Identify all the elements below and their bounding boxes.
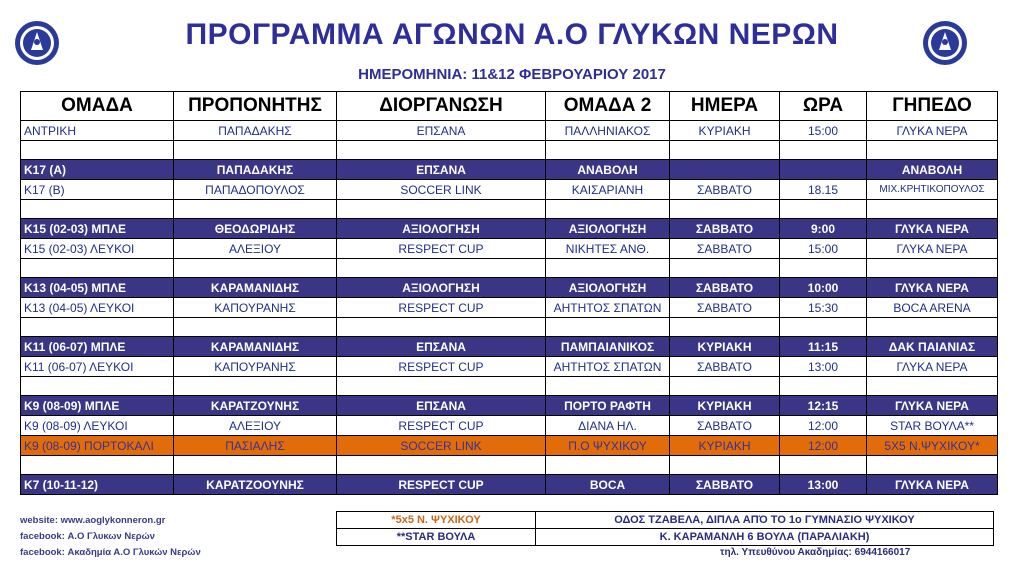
cell-organization: RESPECT CUP — [337, 357, 546, 377]
cell-organization — [337, 456, 546, 475]
cell-coach: ΑΛΕΞΙΟΥ — [174, 416, 337, 436]
cell-venue: ΓΛΥΚΑ ΝΕΡΑ — [867, 475, 998, 495]
cell-venue: BOCA ARENA — [867, 298, 998, 318]
page-title: ΠΡΟΓΡΑΜΜΑ ΑΓΩΝΩΝ Α.Ο ΓΛΥΚΩΝ ΝΕΡΩΝ — [185, 18, 839, 51]
cell-day: ΣΑΒΒΑΤΟ — [670, 475, 780, 495]
column-header-opponent: ΟΜΑΔΑ 2 — [546, 92, 670, 121]
cell-time: 11:15 — [780, 337, 867, 357]
spacer-row — [21, 141, 998, 160]
table-row — [21, 337, 998, 357]
venue-notes-table — [336, 511, 994, 546]
cell-coach: ΠΑΠΑΔΟΠΟΥΛΟΣ — [174, 180, 337, 200]
cell-time — [780, 141, 867, 160]
cell-team: Κ9 (08-09) ΜΠΛΕ — [21, 396, 174, 416]
cell-team: Κ13 (04-05) ΜΠΛΕ — [21, 278, 174, 298]
cell-coach — [174, 377, 337, 396]
cell-coach: ΚΑΡΑΤΖΟΥΝΗΣ — [174, 396, 337, 416]
cell-team: Κ9 (08-09) ΛΕΥΚΟΙ — [21, 416, 174, 436]
cell-team: Κ17 (Β) — [21, 180, 174, 200]
table-row — [21, 298, 998, 318]
table-row — [21, 121, 998, 141]
cell-time: 10:00 — [780, 278, 867, 298]
cell-time: 15:00 — [780, 239, 867, 259]
cell-day: ΚΥΡΙΑΚΗ — [670, 436, 780, 456]
cell-organization — [337, 141, 546, 160]
cell-organization: SOCCER LINK — [337, 180, 546, 200]
cell-coach: ΠΑΠΑΔΑΚΗΣ — [174, 121, 337, 141]
cell-team — [21, 456, 174, 475]
column-header-organization: ΔΙΟΡΓΑΝΩΣΗ — [337, 92, 546, 121]
table-row — [21, 239, 998, 259]
cell-opponent — [546, 456, 670, 475]
column-header-team: ΟΜΑΔΑ — [21, 92, 174, 121]
cell-opponent — [546, 377, 670, 396]
cell-venue — [867, 377, 998, 396]
cell-organization: ΕΠΣΑΝΑ — [337, 396, 546, 416]
venue-note-row — [337, 529, 994, 546]
cell-organization: ΕΠΣΑΝΑ — [337, 121, 546, 141]
cell-day — [670, 160, 780, 180]
cell-opponent: ΝΙΚΗΤΕΣ ΑΝΘ. — [546, 239, 670, 259]
cell-opponent: ΠΑΛΛΗΝΙΑΚΟΣ — [546, 121, 670, 141]
cell-opponent: ΑΞΙΟΛΟΓΗΣΗ — [546, 278, 670, 298]
cell-coach: ΚΑΠΟΥΡΑΝΗΣ — [174, 298, 337, 318]
cell-venue — [867, 318, 998, 337]
cell-time — [780, 377, 867, 396]
cell-venue — [867, 200, 998, 219]
cell-venue: ΓΛΥΚΑ ΝΕΡΑ — [867, 357, 998, 377]
venue-note-row — [337, 512, 994, 529]
cell-opponent: ΔΙΑΝΑ ΗΛ. — [546, 416, 670, 436]
cell-coach — [174, 259, 337, 278]
cell-organization: RESPECT CUP — [337, 475, 546, 495]
facebook-link-club[interactable]: facebook: Α.Ο Γλυκων Νερών — [20, 531, 155, 542]
cell-coach: ΚΑΡΑΤΖΟΟΥΝΗΣ — [174, 475, 337, 495]
cell-time — [780, 456, 867, 475]
cell-coach: ΚΑΠΟΥΡΑΝΗΣ — [174, 357, 337, 377]
cell-day: ΣΑΒΒΑΤΟ — [670, 357, 780, 377]
table-row — [21, 396, 998, 416]
schedule-date: ΗΜΕΡΟΜΗΝΙΑ: 11&12 ΦΕΒΡΟΥΑΡΙΟΥ 2017 — [358, 66, 666, 83]
cell-opponent: ΑΝΑΒΟΛΗ — [546, 160, 670, 180]
venue-note-label: *5x5 Ν. ΨΥΧΙΚΟΥ — [337, 512, 536, 529]
cell-coach: ΠΑΣΙΑΛΗΣ — [174, 436, 337, 456]
cell-time — [780, 200, 867, 219]
cell-opponent: ΑΗΤΗΤΟΣ ΣΠΑΤΩΝ — [546, 298, 670, 318]
cell-day — [670, 200, 780, 219]
cell-team — [21, 318, 174, 337]
spacer-row — [21, 259, 998, 278]
table-row — [21, 357, 998, 377]
spacer-row — [21, 200, 998, 219]
cell-venue: ΓΛΥΚΑ ΝΕΡΑ — [867, 278, 998, 298]
cell-venue: ΓΛΥΚΑ ΝΕΡΑ — [867, 239, 998, 259]
cell-venue: ΑΝΑΒΟΛΗ — [867, 160, 998, 180]
cell-team: Κ7 (10-11-12) — [21, 475, 174, 495]
cell-team — [21, 259, 174, 278]
cell-organization: RESPECT CUP — [337, 416, 546, 436]
cell-day: ΣΑΒΒΑΤΟ — [670, 278, 780, 298]
cell-organization: RESPECT CUP — [337, 239, 546, 259]
cell-day: ΚΥΡΙΑΚΗ — [670, 337, 780, 357]
cell-venue: ΓΛΥΚΑ ΝΕΡΑ — [867, 219, 998, 239]
cell-time: 12:00 — [780, 436, 867, 456]
venue-note-address: Κ. ΚΑΡΑΜΑΝΛΗ 6 ΒΟΥΛΑ (ΠΑΡΑΛΙΑΚΗ) — [536, 529, 994, 546]
cell-time: 12:15 — [780, 396, 867, 416]
cell-organization — [337, 259, 546, 278]
cell-time: 9:00 — [780, 219, 867, 239]
cell-coach: ΚΑΡΑΜΑΝΙΔΗΣ — [174, 278, 337, 298]
table-header-row — [21, 92, 998, 121]
cell-team: Κ11 (06-07) ΜΠΛΕ — [21, 337, 174, 357]
table-row — [21, 436, 998, 456]
cell-coach: ΘΕΟΔΩΡΙΔΗΣ — [174, 219, 337, 239]
cell-opponent — [546, 200, 670, 219]
cell-opponent: Π.Ο ΨΥΧΙΚΟΥ — [546, 436, 670, 456]
cell-team: Κ17 (Α) — [21, 160, 174, 180]
cell-venue: STAR ΒΟΥΛΑ** — [867, 416, 998, 436]
cell-opponent: ΑΞΙΟΛΟΓΗΣΗ — [546, 219, 670, 239]
column-header-day: ΗΜΕΡΑ — [670, 92, 780, 121]
academy-phone: τηλ. Υπευθύνου Ακαδημίας: 6944166017 — [720, 547, 911, 558]
table-row — [21, 219, 998, 239]
cell-venue: ΓΛΥΚΑ ΝΕΡΑ — [867, 121, 998, 141]
cell-venue — [867, 259, 998, 278]
column-header-coach: ΠΡΟΠΟΝΗΤΗΣ — [174, 92, 337, 121]
cell-time — [780, 318, 867, 337]
spacer-row — [21, 318, 998, 337]
cell-organization: SOCCER LINK — [337, 436, 546, 456]
cell-time: 15:00 — [780, 121, 867, 141]
spacer-row — [21, 456, 998, 475]
cell-day: ΣΑΒΒΑΤΟ — [670, 416, 780, 436]
cell-time: 13:00 — [780, 475, 867, 495]
cell-venue: 5Χ5 Ν.ΨΥΧΙΚΟΥ* — [867, 436, 998, 456]
cell-coach — [174, 200, 337, 219]
cell-team: ΑΝΤΡΙΚΗ — [21, 121, 174, 141]
cell-opponent — [546, 141, 670, 160]
cell-opponent: ΚΑΙΣΑΡΙΑΝΗ — [546, 180, 670, 200]
cell-time: 18.15 — [780, 180, 867, 200]
cell-coach: ΠΑΠΑΔΑΚΗΣ — [174, 160, 337, 180]
column-header-venue: ΓΗΠΕΔΟ — [867, 92, 998, 121]
cell-opponent — [546, 318, 670, 337]
cell-time: 13:00 — [780, 357, 867, 377]
cell-coach — [174, 456, 337, 475]
column-header-time: ΩΡΑ — [780, 92, 867, 121]
facebook-link-academy[interactable]: facebook: Ακαδημία Α.Ο Γλυκών Νερών — [20, 547, 201, 558]
cell-day: ΣΑΒΒΑΤΟ — [670, 180, 780, 200]
cell-venue: ΓΛΥΚΑ ΝΕΡΑ — [867, 396, 998, 416]
cell-day — [670, 141, 780, 160]
cell-organization — [337, 200, 546, 219]
cell-day: ΣΑΒΒΑΤΟ — [670, 298, 780, 318]
cell-day — [670, 259, 780, 278]
cell-day: ΚΥΡΙΑΚΗ — [670, 121, 780, 141]
cell-team: Κ13 (04-05) ΛΕΥΚΟΙ — [21, 298, 174, 318]
cell-venue — [867, 456, 998, 475]
cell-team — [21, 377, 174, 396]
cell-day: ΣΑΒΒΑΤΟ — [670, 239, 780, 259]
cell-team: Κ9 (08-09) ΠΟΡΤΟΚΑΛΙ — [21, 436, 174, 456]
cell-time — [780, 259, 867, 278]
cell-opponent: BOCA — [546, 475, 670, 495]
cell-coach — [174, 141, 337, 160]
spacer-row — [21, 377, 998, 396]
cell-day — [670, 377, 780, 396]
cell-day: ΣΑΒΒΑΤΟ — [670, 219, 780, 239]
cell-team — [21, 200, 174, 219]
cell-day: ΚΥΡΙΑΚΗ — [670, 396, 780, 416]
cell-coach: ΚΑΡΑΜΑΝΙΔΗΣ — [174, 337, 337, 357]
cell-organization: RESPECT CUP — [337, 298, 546, 318]
cell-opponent — [546, 259, 670, 278]
cell-team: Κ15 (02-03) ΛΕΥΚΟΙ — [21, 239, 174, 259]
cell-organization: ΕΠΣΑΝΑ — [337, 337, 546, 357]
table-row — [21, 180, 998, 200]
cell-venue: ΜΙΧ.ΚΡΗΤΙΚΟΠΟΥΛΟΣ — [867, 180, 998, 200]
website-link[interactable]: website: www.aoglykonneron.gr — [20, 515, 166, 526]
cell-coach — [174, 318, 337, 337]
venue-note-address: ΟΔΟΣ ΤΖΑΒΕΛΑ, ΔΙΠΛΑ ΑΠΌ ΤΟ 1ο ΓΥΜΝΑΣΙΟ ΨΥΧΙΚΟΥ — [536, 512, 994, 529]
cell-team: Κ15 (02-03) ΜΠΛΕ — [21, 219, 174, 239]
cell-venue: ΔΑΚ ΠΑΙΑΝΙΑΣ — [867, 337, 998, 357]
cell-organization: ΑΞΙΟΛΟΓΗΣΗ — [337, 278, 546, 298]
cell-coach: ΑΛΕΞΙΟΥ — [174, 239, 337, 259]
table-row — [21, 278, 998, 298]
venue-note-label: **STAR ΒΟΥΛΑ — [337, 529, 536, 546]
cell-opponent: ΠΟΡΤΟ ΡΑΦΤΗ — [546, 396, 670, 416]
cell-organization — [337, 377, 546, 396]
schedule-table — [20, 91, 998, 495]
cell-venue — [867, 141, 998, 160]
table-row — [21, 160, 998, 180]
cell-team — [21, 141, 174, 160]
table-row — [21, 475, 998, 495]
cell-opponent: ΑΗΤΗΤΟΣ ΣΠΑΤΩΝ — [546, 357, 670, 377]
cell-organization: ΕΠΣΑΝΑ — [337, 160, 546, 180]
cell-time: 15:30 — [780, 298, 867, 318]
cell-day — [670, 456, 780, 475]
cell-opponent: ΠΑΜΠΑΙΑΝΙΚΟΣ — [546, 337, 670, 357]
table-row — [21, 416, 998, 436]
cell-organization — [337, 318, 546, 337]
cell-team: Κ11 (06-07) ΛΕΥΚΟΙ — [21, 357, 174, 377]
cell-time — [780, 160, 867, 180]
cell-organization: ΑΞΙΟΛΟΓΗΣΗ — [337, 219, 546, 239]
cell-time: 12:00 — [780, 416, 867, 436]
cell-day — [670, 318, 780, 337]
